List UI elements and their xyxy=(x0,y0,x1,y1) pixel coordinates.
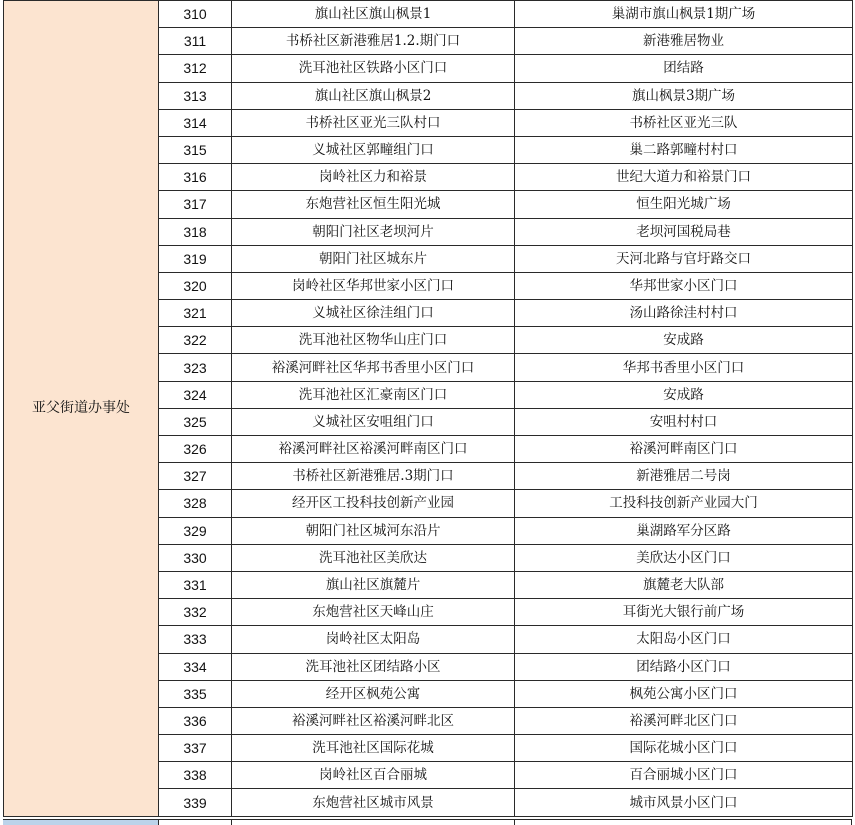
site-location-cell: 巢湖市旗山枫景1期广场 xyxy=(515,1,853,28)
column-divider xyxy=(851,819,852,825)
site-name-cell: 东炮营社区城市风景 xyxy=(232,789,515,816)
row-number-cell: 335 xyxy=(159,680,232,707)
site-location-cell: 汤山路徐洼村村口 xyxy=(515,300,853,327)
site-name-cell: 朝阳门社区城东片 xyxy=(232,245,515,272)
site-location-cell: 巢二路郭疃村村口 xyxy=(515,136,853,163)
site-name-cell: 洗耳池社区铁路小区门口 xyxy=(232,55,515,82)
row-number-cell: 312 xyxy=(159,55,232,82)
row-number-cell: 315 xyxy=(159,136,232,163)
column-divider xyxy=(231,819,232,825)
site-name-cell: 岗岭社区太阳岛 xyxy=(232,626,515,653)
site-location-cell: 安成路 xyxy=(515,381,853,408)
table-body xyxy=(4,1,853,817)
site-name-cell: 洗耳池社区汇豪南区门口 xyxy=(232,381,515,408)
row-number-cell: 327 xyxy=(159,463,232,490)
site-location-cell: 天河北路与官圩路交口 xyxy=(515,245,853,272)
site-name-cell: 旗山社区旗山枫景2 xyxy=(232,82,515,109)
site-location-cell: 裕溪河畔北区门口 xyxy=(515,707,853,734)
site-location-cell: 恒生阳光城广场 xyxy=(515,191,853,218)
row-number-cell: 326 xyxy=(159,436,232,463)
site-name-cell: 义城社区徐洼组门口 xyxy=(232,300,515,327)
site-location-cell: 书桥社区亚光三队 xyxy=(515,109,853,136)
site-location-cell: 国际花城小区门口 xyxy=(515,735,853,762)
site-location-cell: 团结路 xyxy=(515,55,853,82)
site-location-cell: 工投科技创新产业园大门 xyxy=(515,490,853,517)
row-number-cell: 337 xyxy=(159,735,232,762)
row-number-cell: 317 xyxy=(159,191,232,218)
table-bottom-border xyxy=(3,819,852,820)
site-name-cell: 裕溪河畔社区华邦书香里小区门口 xyxy=(232,354,515,381)
site-location-cell: 团结路小区门口 xyxy=(515,653,853,680)
site-location-cell: 旗山枫景3期广场 xyxy=(515,82,853,109)
site-name-cell: 岗岭社区华邦世家小区门口 xyxy=(232,272,515,299)
site-name-cell: 经开区枫苑公寓 xyxy=(232,680,515,707)
row-number-cell: 329 xyxy=(159,517,232,544)
site-location-cell: 耳街光大银行前广场 xyxy=(515,599,853,626)
site-location-cell: 老坝河国税局巷 xyxy=(515,218,853,245)
row-number-cell: 318 xyxy=(159,218,232,245)
row-number-cell: 321 xyxy=(159,300,232,327)
site-name-cell: 洗耳池社区物华山庄门口 xyxy=(232,327,515,354)
site-location-cell: 新港雅居物业 xyxy=(515,28,853,55)
site-name-cell: 经开区工投科技创新产业园 xyxy=(232,490,515,517)
row-number-cell: 334 xyxy=(159,653,232,680)
site-name-cell: 书桥社区新港雅居.3期门口 xyxy=(232,463,515,490)
site-name-cell: 洗耳池社区国际花城 xyxy=(232,735,515,762)
site-name-cell: 洗耳池社区美欣达 xyxy=(232,544,515,571)
site-name-cell: 东炮营社区恒生阳光城 xyxy=(232,191,515,218)
row-number-cell: 336 xyxy=(159,707,232,734)
row-number-cell: 328 xyxy=(159,490,232,517)
row-number-cell: 338 xyxy=(159,762,232,789)
site-location-cell: 美欣达小区门口 xyxy=(515,544,853,571)
district-cell: 亚父街道办事处 xyxy=(4,1,159,817)
site-location-cell: 裕溪河畔南区门口 xyxy=(515,436,853,463)
row-number-cell: 331 xyxy=(159,571,232,598)
site-location-cell: 巢湖路军分区路 xyxy=(515,517,853,544)
site-location-cell: 华邦书香里小区门口 xyxy=(515,354,853,381)
site-location-cell: 世纪大道力和裕景门口 xyxy=(515,164,853,191)
row-number-cell: 322 xyxy=(159,327,232,354)
site-location-cell: 百合丽城小区门口 xyxy=(515,762,853,789)
column-divider xyxy=(514,819,515,825)
site-location-cell: 太阳岛小区门口 xyxy=(515,626,853,653)
site-name-cell: 东炮营社区天峰山庄 xyxy=(232,599,515,626)
row-number-cell: 313 xyxy=(159,82,232,109)
row-number-cell: 311 xyxy=(159,28,232,55)
site-name-cell: 旗山社区旗山枫景1 xyxy=(232,1,515,28)
site-location-cell: 安成路 xyxy=(515,327,853,354)
site-location-cell: 安咀村村口 xyxy=(515,408,853,435)
row-number-cell: 325 xyxy=(159,408,232,435)
row-number-cell: 319 xyxy=(159,245,232,272)
site-name-cell: 洗耳池社区团结路小区 xyxy=(232,653,515,680)
site-location-cell: 城市风景小区门口 xyxy=(515,789,853,816)
table-row xyxy=(4,1,853,28)
row-number-cell: 332 xyxy=(159,599,232,626)
site-name-cell: 岗岭社区百合丽城 xyxy=(232,762,515,789)
row-number-cell: 323 xyxy=(159,354,232,381)
site-location-cell: 华邦世家小区门口 xyxy=(515,272,853,299)
row-number-cell: 310 xyxy=(159,1,232,28)
row-number-cell: 330 xyxy=(159,544,232,571)
site-name-cell: 朝阳门社区城河东沿片 xyxy=(232,517,515,544)
site-name-cell: 朝阳门社区老坝河片 xyxy=(232,218,515,245)
site-name-cell: 裕溪河畔社区裕溪河畔南区门口 xyxy=(232,436,515,463)
site-name-cell: 义城社区郭疃组门口 xyxy=(232,136,515,163)
site-name-cell: 书桥社区新港雅居1.2.期门口 xyxy=(232,28,515,55)
row-number-cell: 314 xyxy=(159,109,232,136)
row-number-cell: 316 xyxy=(159,164,232,191)
site-name-cell: 旗山社区旗麓片 xyxy=(232,571,515,598)
site-location-cell: 枫苑公寓小区门口 xyxy=(515,680,853,707)
row-number-cell: 324 xyxy=(159,381,232,408)
site-name-cell: 裕溪河畔社区裕溪河畔北区 xyxy=(232,707,515,734)
site-location-cell: 旗麓老大队部 xyxy=(515,571,853,598)
column-divider xyxy=(158,819,159,825)
site-name-cell: 书桥社区亚光三队村口 xyxy=(232,109,515,136)
site-name-cell: 岗岭社区力和裕景 xyxy=(232,164,515,191)
row-number-cell: 320 xyxy=(159,272,232,299)
row-number-cell: 333 xyxy=(159,626,232,653)
site-table xyxy=(3,0,853,817)
row-number-cell: 339 xyxy=(159,789,232,816)
site-name-cell: 义城社区安咀组门口 xyxy=(232,408,515,435)
site-location-cell: 新港雅居二号岗 xyxy=(515,463,853,490)
